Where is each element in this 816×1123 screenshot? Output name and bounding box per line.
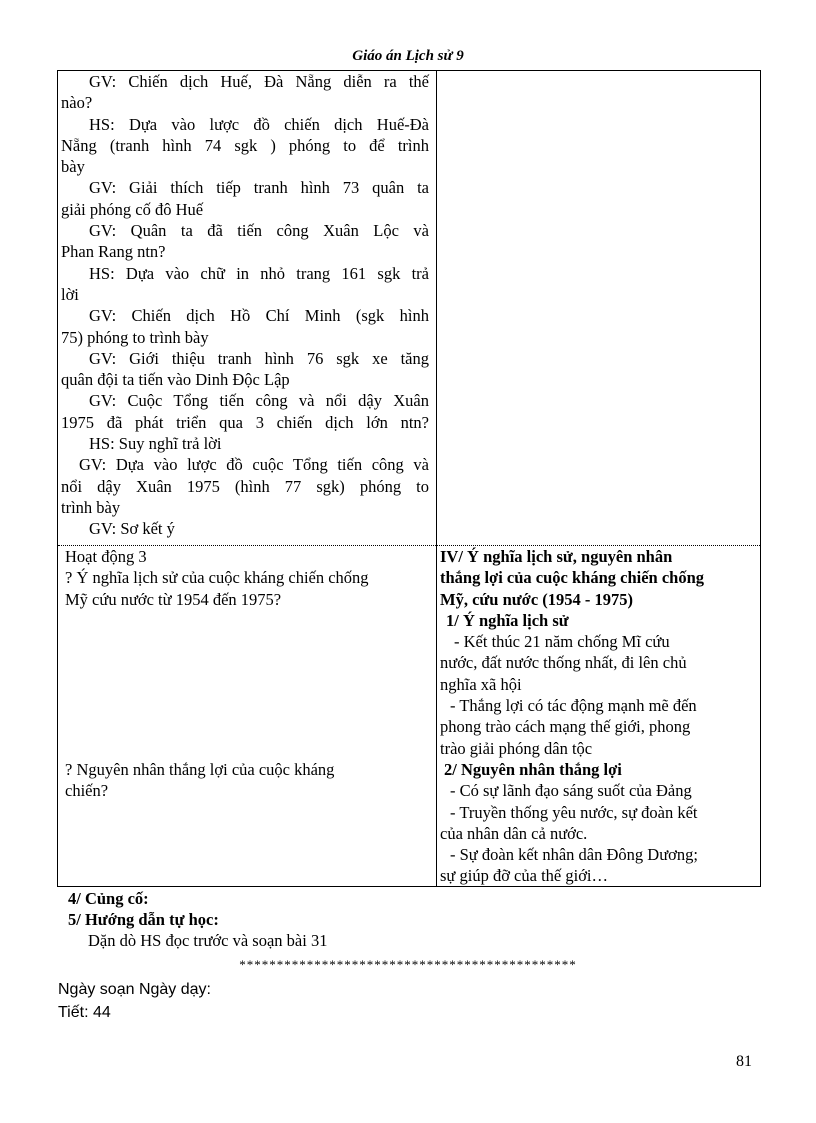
text-line: nổi dậy Xuân 1975 (hình 77 sgk) phóng to xyxy=(61,476,429,496)
text-line: trình bày xyxy=(61,497,121,517)
question-1-line: Mỹ cứu nước từ 1954 đến 1975? xyxy=(65,589,282,609)
question-2-line: chiến? xyxy=(65,781,109,801)
bullet-line: - Kết thúc 21 năm chống Mĩ cứu xyxy=(454,632,670,652)
text-line: HS: Dựa vào chữ in nhỏ trang 161 sgk trả xyxy=(89,263,429,283)
section-heading: thắng lợi của cuộc kháng chiến chống xyxy=(440,568,705,588)
activity-title: Hoạt động 3 xyxy=(65,547,147,566)
text-line: GV: Giới thiệu tranh hình 76 sgk xe tăng xyxy=(89,348,429,368)
content-column xyxy=(440,546,758,887)
bullet-line: của nhân dân cả nước. xyxy=(440,823,588,843)
text-line: 1975 đã phát triển qua 3 chiến dịch lớn ntn? xyxy=(61,412,429,432)
bullet-line: - Thắng lợi có tác động mạnh mẽ đến xyxy=(450,696,697,716)
question-1-line: ? Ý nghĩa lịch sử của cuộc kháng chiến chống xyxy=(65,568,369,588)
text-line: Nẵng (tranh hình 74 sgk ) phóng to để trình xyxy=(61,135,429,155)
subsection-heading: 1/ Ý nghĩa lịch sử xyxy=(446,610,569,630)
text-line: lời xyxy=(61,284,79,304)
bullet-line: sự giúp đỡ của thế giới… xyxy=(440,866,608,886)
dates-line: Ngày soạn Ngày dạy: xyxy=(58,981,211,998)
page-number: 81 xyxy=(736,1053,752,1070)
text-line: HS: Suy nghĩ trả lời xyxy=(89,434,222,454)
document-header: Giáo án Lịch sử 9 xyxy=(352,48,464,64)
text-line: GV: Chiến dịch Huế, Đà Nẵng diễn ra thế xyxy=(89,72,429,91)
consolidate-heading: 4/ Củng cố: xyxy=(68,889,149,908)
text-line: GV: Sơ kết ý xyxy=(89,519,175,539)
bullet-line: - Sự đoàn kết nhân dân Đông Dương; xyxy=(450,845,698,865)
lesson-number: Tiết: 44 xyxy=(58,1004,111,1021)
activity-3-block xyxy=(65,546,433,610)
column-divider xyxy=(436,71,437,886)
text-line: GV: Dựa vào lược đồ cuộc Tổng tiến công và xyxy=(79,455,429,475)
text-line: bày xyxy=(61,157,85,177)
bullet-line: trào giải phóng dân tộc xyxy=(440,738,593,758)
lesson-footer xyxy=(68,888,327,951)
text-line: HS: Dựa vào lược đồ chiến dịch Huế-Đà xyxy=(89,114,429,134)
text-line: GV: Cuộc Tổng tiến công và nổi dậy Xuân xyxy=(89,391,429,411)
question-2-line: ? Nguyên nhân thắng lợi của cuộc kháng xyxy=(65,760,335,779)
section-heading: Mỹ, cứu nước (1954 - 1975) xyxy=(440,589,633,609)
text-line: giải phóng cố đô Huế xyxy=(61,199,204,219)
lesson-table xyxy=(57,70,761,887)
text-line: quân đội ta tiến vào Dinh Độc Lập xyxy=(61,370,290,390)
homework-instruction: Dặn dò HS đọc trước và soạn bài 31 xyxy=(88,931,328,950)
text-line: 75) phóng to trình bày xyxy=(61,327,209,347)
separator-stars: ********************************************* xyxy=(239,957,577,972)
subsection-heading: 2/ Nguyên nhân thắng lợi xyxy=(444,759,622,779)
text-line: GV: Chiến dịch Hồ Chí Minh (sgk hình xyxy=(89,306,429,326)
text-line: nào? xyxy=(61,93,93,113)
bullet-line: nước, đất nước thống nhất, đi lên chủ xyxy=(440,653,687,673)
guide-heading: 5/ Hướng dẫn tự học: xyxy=(68,910,219,929)
text-line: GV: Giải thích tiếp tranh hình 73 quân ta xyxy=(89,178,429,198)
bullet-line: - Truyền thống yêu nước, sự đoàn kết xyxy=(450,802,698,822)
section-heading: IV/ Ý nghĩa lịch sử, nguyên nhân xyxy=(440,547,673,566)
bullet-line: phong trào cách mạng thế giới, phong xyxy=(440,717,691,737)
bullet-line: - Có sự lãnh đạo sáng suốt của Đảng xyxy=(450,781,692,801)
question-2-block xyxy=(65,759,433,802)
text-line: GV: Quân ta đã tiến công Xuân Lộc và xyxy=(89,221,429,241)
bullet-line: nghĩa xã hội xyxy=(440,674,522,694)
text-line: Phan Rang ntn? xyxy=(61,242,166,262)
teacher-student-activities xyxy=(61,71,429,540)
